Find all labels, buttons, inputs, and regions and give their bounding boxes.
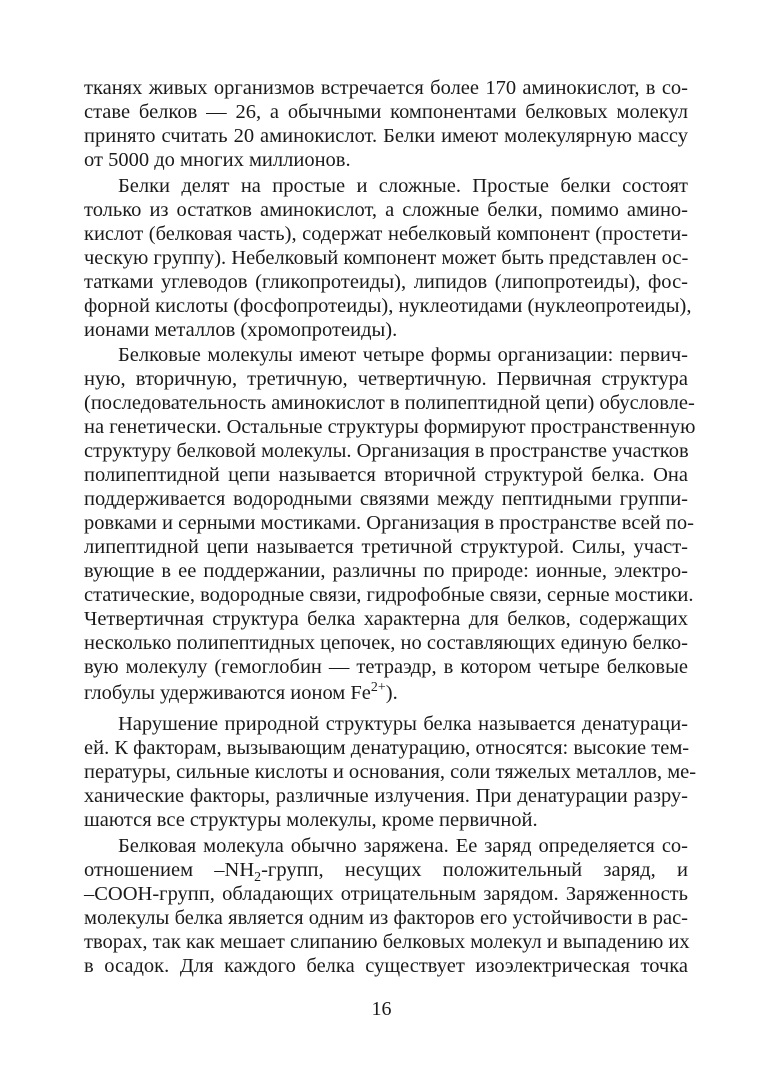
iron-charge-superscript: 2+ — [370, 680, 386, 696]
text-line: ческую группу). Небелковый компонент может быть представлен ос- — [84, 247, 689, 269]
text-line: ионами металлов (хромопротеиды). — [84, 319, 398, 341]
text-line: структуру белковой молекулы. Организация в пространстве участков — [84, 440, 689, 462]
text-line: несколько полипептидных цепочек, но составляющих единую белко- — [84, 632, 688, 654]
text-line: ную, вторичную, третичную, четвертичную. Первичная структура — [84, 368, 688, 390]
text-line: творах, так как мешает слипанию белковых молекул и выпадению их — [84, 931, 690, 953]
text-line: –COOH-групп, обладающих отрицательным зарядом. Заряженность — [84, 883, 688, 905]
text-line: шаются все структуры молекулы, кроме первичной. — [84, 809, 538, 831]
page-number: 16 — [371, 998, 392, 1020]
text-line: только из остатков аминокислот, а сложные белки, помимо амино- — [84, 199, 688, 221]
nh2-subscript: 2 — [254, 870, 262, 886]
text-fragment: отношением –NH — [84, 859, 255, 881]
text-line: ей. К факторам, вызывающим денатурацию, относятся: высокие тем- — [84, 737, 690, 759]
text-line: молекулы белка является одним из факторов его устойчивости в рас- — [84, 907, 688, 929]
text-line: форной кислоты (фосфопротеиды), нуклеотидами (нуклеопротеиды), — [84, 295, 692, 317]
text-line: в осадок. Для каждого белка существует изоэлектрическая точка — [84, 955, 688, 977]
text-line: ровками и серными мостиками. Организация в пространстве всей по- — [84, 512, 694, 534]
text-line: (последовательность аминокислот в полипептидной цепи) обусловле- — [84, 392, 695, 414]
text-line-with-subscript — [84, 858, 688, 886]
text-line: Нарушение природной структуры белка называется денатураци- — [118, 713, 688, 735]
text-line: пературы, сильные кислоты и основания, соли тяжелых металлов, ме- — [84, 761, 697, 783]
text-line: полипептидной цепи называется вторичной структурой белка. Она — [84, 464, 688, 486]
text-line: на генетически. Остальные структуры формируют пространственную — [84, 416, 696, 438]
text-line: от 5000 до многих миллионов. — [84, 149, 351, 171]
text-line: Белки делят на простые и сложные. Простые белки состоят — [118, 175, 688, 197]
text-fragment: глобулы удерживаются ионом Fe — [84, 682, 371, 704]
text-line: Белковая молекула обычно заряжена. Ее заряд определяется со- — [118, 835, 688, 857]
text-line-with-superscript — [84, 681, 688, 705]
text-line: липептидной цепи называется третичной структурой. Силы, участ- — [84, 536, 688, 558]
text-line: Четвертичная структура белка характерна для белков, содержащих — [84, 608, 688, 630]
text-line: ставе белков — 26, а обычными компонентами белковых молекул — [84, 101, 688, 123]
text-line: вующие в ее поддержании, различны по природе: ионные, электро- — [84, 560, 688, 582]
text-line: принято считать 20 аминокислот. Белки имеют молекулярную массу — [84, 125, 688, 147]
text-line: татками углеводов (гликопротеиды), липидов (липопротеиды), фос- — [84, 271, 688, 293]
text-fragment: ). — [385, 682, 398, 704]
text-fragment: -групп, несущих положительный заряд, и — [261, 859, 688, 881]
text-line: вую молекулу (гемоглобин — тетраэдр, в котором четыре белковые — [84, 656, 688, 678]
text-line: статические, водородные связи, гидрофобные связи, серные мостики. — [84, 584, 694, 606]
text-line: кислот (белковая часть), содержат небелковый компонент (простети- — [84, 223, 688, 245]
text-line: поддерживается водородными связями между пептидными группи- — [84, 488, 688, 510]
text-line: тканях живых организмов встречается более 170 аминокислот, в со- — [84, 77, 688, 99]
text-line: ханические факторы, различные излучения. При денатурации разру- — [84, 785, 688, 807]
text-line: Белковые молекулы имеют четыре формы организации: первич- — [118, 344, 688, 366]
